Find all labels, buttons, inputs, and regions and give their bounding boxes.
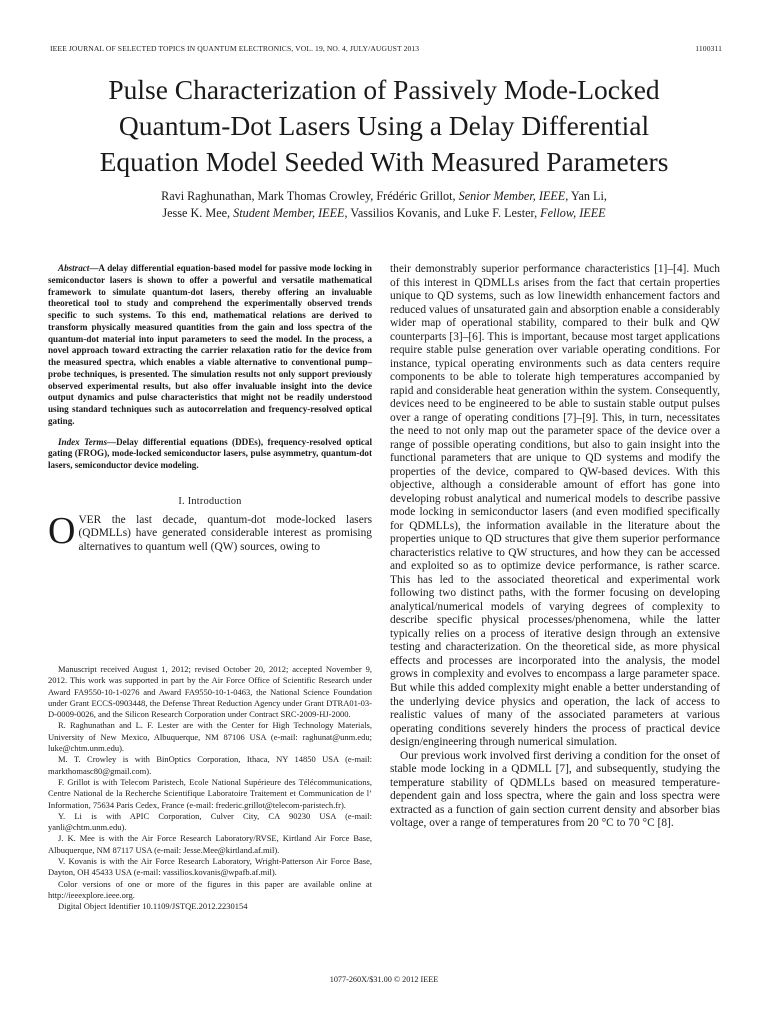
left-column <box>48 263 372 555</box>
footnote: M. T. Crowley is with BinOptics Corporation, Ithaca, NY 14850 USA (e-mail: markthomasc80@gmail.com). <box>48 754 372 776</box>
drop-cap: O <box>48 509 76 552</box>
index-terms: Index Terms—Delay differential equations (DDEs), frequency-resolved optical gating (FROG), mode-locked semiconductor lasers, pulse asymmetry, quantum-dot lasers, semiconductor device modeling. <box>48 436 372 470</box>
footnote: V. Kovanis is with the Air Force Research Laboratory, Wright-Patterson Air Force Base, Dayton, OH 45433 USA (e-mail: vassilios.kovanis@wpafb.af.mil). <box>48 856 372 878</box>
body-paragraph: their demonstrably superior performance characteristics [1]–[4]. Much of this interest in QDMLLs arises from the fact that certain properties unique to QD systems, such as low linewidth enhancement factors and reduced values of unsaturated gain and absorption enable a considerably wider map of operational stability, compared to their bulk and QW counterparts [3]–[6]. This is important, because most target applications require stable pulse generation over variable operating conditions. For instance, typical operating environments such as data centers require components to be able to tolerate high temperatures accompanied by rapid and considerable heat generation within the system. Consequently, devices need to be engineered to be able to sustain stable output pulses over a range of operating conditions [7]–[9]. This, in turn, necessitates the need to not only map out the parameter space of the device over a range of possible operating conditions, but also to gain insight into the functional parameters that are unique to QD systems and modify the properties of the device, compared to QW-based devices. With this objective, although a considerable amount of effort has gone into developing robust analytical and numerical models to describe passive mode locking in semiconductor lasers (and even modified specifically for QDMLLs), the information available in the literature about the properties unique to QD structures that give them superior performance characteristics relative to QW structures, and how they can be accessed and exploited so as to optimize device performance, is rather scarce. This has led to the associated theoretical and experimental work following two distinct paths, with the former focusing on developing analytical/numerical models of varying degrees of complexity to describe specific physical processes/phenomena, while the latter typically relies on a process of iterative design through an extensive testing and characterization. On the theoretical side, as more physical effects and processes are incorporated into the analysis, the model grows in complexity and evolves to encompass a large parameter space. But while this added complexity might enable a better understanding of the underlying device physics and operation, the lack of access to realistic values of many of the associated parameters at various operating conditions severely hinders the process of practical device design/engineering through numerical simulation. <box>390 263 720 749</box>
copyright-footer: 1077-260X/$31.00 © 2012 IEEE <box>329 975 439 984</box>
footnote: J. K. Mee is with the Air Force Research Laboratory/RVSE, Kirtland Air Force Base, Albuquerque, NM 87117 USA (e-mail: Jesse.Mee@kirtland.af.mil). <box>48 833 372 855</box>
footnote: Manuscript received August 1, 2012; revised October 20, 2012; accepted November 9, 2012. This work was supported in part by the Air Force Office of Scientific Research under Award FA9550-10-1-0276 and Award FA9550-10-1-0463, the National Science Foundation under Grant ECCS-0903448, the Defense Threat Reduction Agency under Grant DTRA01-03-D-0009-0026, and the Silicon Research Corporation under Contract SRC-2009-HJ-2000. <box>48 664 372 720</box>
footnote: R. Raghunathan and L. F. Lester are with the Center for High Technology Materials, University of New Mexico, Albuquerque, NM 87106 USA (e-mail: raghunat@unm.edu; luke@chtm.unm.edu). <box>48 720 372 754</box>
section-heading: I. Introduction <box>178 495 242 507</box>
abstract: Abstract—A delay differential equation-based model for passive mode locking in semiconductor lasers is shown to offer a powerful and versatile mathematical framework to simulate quantum-dot lasers, thereby offering an invaluable theoretical tool to study and comprehend the experimentally observed trends specific to such systems. To this end, mathematical relations are derived to transform physically measured quantities from the gain and loss spectra of the quantum-dot material into input parameters to seed the model. In the process, a novel approach toward extracting the carrier relaxation ratio for the device from the measured spectra, which enables a viable alternative to conventional pump–probe techniques, is presented. The simulation results not only support previously observed experimental results, but also offer invaluable insight into the device output dynamics and pulse characteristics that might not be readily understood using standard techniques such as autocorrelation and frequency-resolved optical gating. <box>48 263 372 426</box>
author-list <box>40 188 728 222</box>
title-line-3: Equation Model Seeded With Measured Parameters <box>99 146 669 177</box>
authors-line-1: Ravi Raghunathan, Mark Thomas Crowley, Frédéric Grillot, Senior Member, IEEE, Yan Li, <box>161 189 607 203</box>
title-line-2: Quantum-Dot Lasers Using a Delay Differential <box>118 110 650 141</box>
body-paragraph: Our previous work involved first deriving a condition for the onset of stable mode locking in a QDMLL [7], and subsequently, studying the temperature stability of QDMLLs based on measured temperature-dependent gain and loss spectra, where the gain and loss spectra were extracted as a function of gain section current density and absorber bias voltage, over a range of temperatures from 20 °C to 70 °C [8]. <box>390 749 720 830</box>
footnote: Y. Li is with APIC Corporation, Culver City, CA 90230 USA (e-mail: yanli@chtm.unm.edu). <box>48 810 372 833</box>
paper-title <box>40 72 728 180</box>
authors-line-2: Jesse K. Mee, Student Member, IEEE, Vassilios Kovanis, and Luke F. Lester, Fellow, IEEE <box>162 206 606 220</box>
footnote: Color versions of one or more of the figures in this paper are available online at http://ieeexplore.ieee.org. <box>48 878 372 900</box>
intro-paragraph: OVER the last decade, quantum-dot mode-locked lasers (QDMLLs) have generated considerable interest as promising alternatives to quantum well (QW) sources, owing to <box>48 509 372 553</box>
footnote: Digital Object Identifier 10.1109/JSTQE.2012.2230154 <box>58 901 248 912</box>
journal-header: IEEE JOURNAL OF SELECTED TOPICS IN QUANTUM ELECTRONICS, VOL. 19, NO. 4, JULY/AUGUST 2013 <box>50 44 420 53</box>
title-line-1: Pulse Characterization of Passively Mode-Locked <box>108 74 660 105</box>
footnote: F. Grillot is with Telecom Paristech, Ecole National Supérieure des Télécommunications, Centre National de la Recherche Scientifique Laboratoire Traitement et Communication de l’ Information, 75634 Paris Cedex, France (e-mail: frederic.grillot@telecom-paristech.fr). <box>48 776 372 810</box>
footnotes <box>48 664 372 913</box>
right-column <box>390 263 720 831</box>
page-id: 1100311 <box>695 44 722 53</box>
